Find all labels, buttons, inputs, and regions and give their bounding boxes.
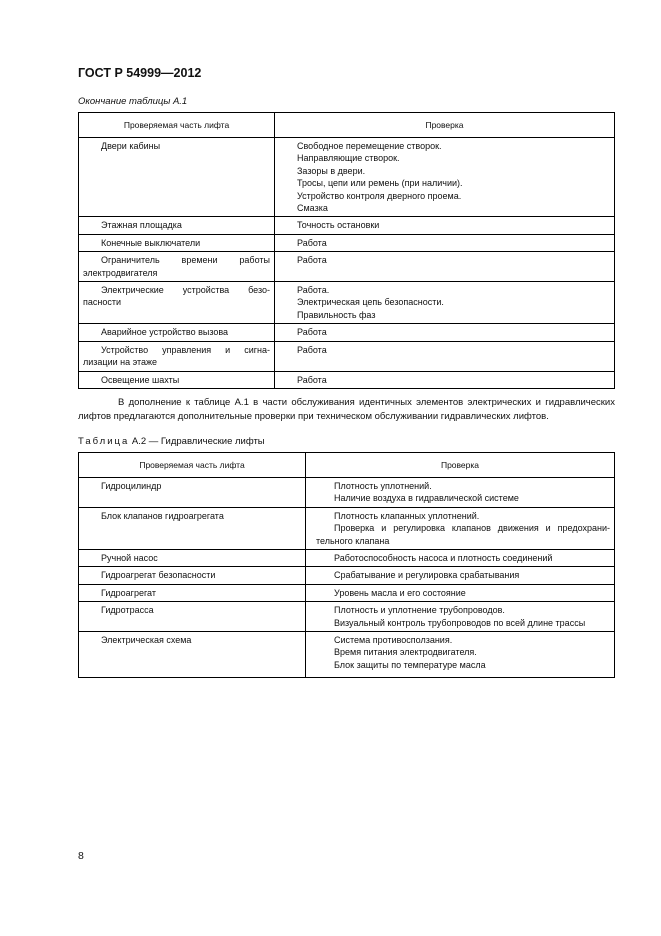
check-line: тельного клапана xyxy=(316,535,390,546)
column-header-check: Проверка xyxy=(306,453,615,478)
check-line: Работа xyxy=(297,255,327,266)
check-line: Работа xyxy=(297,344,327,355)
part-cell: Двери кабины xyxy=(101,141,161,151)
part-cell: лизации на этаже xyxy=(83,357,158,368)
table-row xyxy=(79,567,615,584)
check-line: Визуальный контроль трубопроводов по всей длине трассы xyxy=(334,617,586,628)
table-row xyxy=(79,507,615,549)
check-line: Плотность клапанных уплотнений. xyxy=(334,510,480,521)
check-line: Уровень масла и его состояние xyxy=(334,587,466,598)
column-header-check: Проверка xyxy=(275,113,615,138)
part-cell: пасности xyxy=(83,297,122,308)
table-row xyxy=(79,602,615,632)
check-line: Работоспособность насоса и плотность соединений xyxy=(334,553,553,564)
paragraph-line: В дополнение к таблице А.1 в части обслуживания идентичных элементов электрических и гидравлических xyxy=(118,397,615,408)
table-row xyxy=(79,371,615,388)
table-row xyxy=(79,282,615,324)
page-number: 8 xyxy=(78,850,84,862)
check-line: Правильность фаз xyxy=(297,309,376,320)
check-line: Блок защиты по температуре масла xyxy=(334,659,486,670)
explanatory-paragraph xyxy=(78,396,615,424)
document-header: ГОСТ Р 54999—2012 xyxy=(78,66,202,80)
part-cell: Ручной насос xyxy=(101,553,158,564)
column-header-part: Проверяемая часть лифта xyxy=(79,113,275,138)
check-line: Наличие воздуха в гидравлической системе xyxy=(334,493,519,504)
table-a1-end xyxy=(78,112,615,389)
part-cell: Ограничитель времени работы xyxy=(101,255,270,266)
check-line: Направляющие створок. xyxy=(297,153,400,164)
check-line: Время питания электродвигателя. xyxy=(334,647,477,658)
check-line: Проверка и регулировка клапанов движения и предохрани- xyxy=(334,523,610,534)
table-row xyxy=(79,217,615,234)
part-cell: Конечные выключатели xyxy=(101,237,201,248)
table-header-row xyxy=(79,113,615,138)
check-line: Работа xyxy=(297,237,327,248)
check-line: Свободное перемещение створок. xyxy=(297,141,442,151)
check-line: Зазоры в двери. xyxy=(297,165,366,176)
table-header-row xyxy=(79,453,615,478)
check-line: Точность остановки xyxy=(297,220,380,231)
part-cell: Гидроцилиндр xyxy=(101,481,162,491)
part-cell: Электрические устройства безо- xyxy=(101,285,270,296)
paragraph-line: лифтов предлагаются дополнительные проверки при техническом обслуживании гидравлических лифтов. xyxy=(78,411,549,422)
part-cell: Гидротрасса xyxy=(101,605,154,616)
part-cell: Электрическая схема xyxy=(101,635,192,646)
check-line: Смазка xyxy=(297,203,328,214)
table-row xyxy=(79,341,615,371)
table-row xyxy=(79,252,615,282)
part-cell: Этажная площадка xyxy=(101,220,182,231)
part-cell: Гидроагрегат безопасности xyxy=(101,570,216,581)
table-a2-hydraulic xyxy=(78,452,615,678)
part-cell: Устройство управления и сигна- xyxy=(101,344,270,355)
check-line: Работа xyxy=(297,327,327,338)
part-cell: Освещение шахты xyxy=(101,374,180,385)
check-line: Плотность и уплотнение трубопроводов. xyxy=(334,605,505,616)
table-row xyxy=(79,234,615,251)
check-line: Система противосползания. xyxy=(334,635,453,646)
check-line: Плотность уплотнений. xyxy=(334,481,432,491)
table2-caption-label: Таблица xyxy=(78,436,130,447)
check-line: Устройство контроля дверного проема. xyxy=(297,190,462,201)
part-cell: Гидроагрегат xyxy=(101,587,156,598)
table2-caption xyxy=(78,436,265,447)
table-row xyxy=(79,324,615,341)
table-row xyxy=(79,550,615,567)
check-line: Работа xyxy=(297,374,327,385)
column-header-part: Проверяемая часть лифта xyxy=(79,453,306,478)
table-row xyxy=(79,478,615,508)
check-line: Срабатывание и регулировка срабатывания xyxy=(334,570,520,581)
part-cell: электродвигателя xyxy=(83,267,158,278)
check-line: Работа. xyxy=(297,285,330,296)
part-cell: Аварийное устройство вызова xyxy=(101,327,229,338)
check-line: Электрическая цепь безопасности. xyxy=(297,297,444,308)
table-row xyxy=(79,584,615,601)
table-row xyxy=(79,632,615,678)
check-line: Тросы, цепи или ремень (при наличии). xyxy=(297,178,463,189)
table2-caption-title: А.2 — Гидравлические лифты xyxy=(129,436,265,447)
part-cell: Блок клапанов гидроагрегата xyxy=(101,510,224,521)
table1-caption: Окончание таблицы А.1 xyxy=(78,96,188,107)
table-row xyxy=(79,138,615,217)
